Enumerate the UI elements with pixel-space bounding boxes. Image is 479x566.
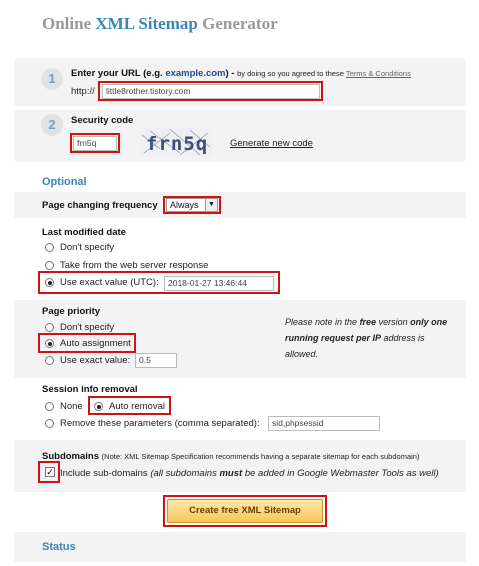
session-params-input[interactable]: sid,phpsessid [268, 416, 380, 431]
session-option-auto: Auto removal [109, 401, 165, 412]
chevron-down-icon: ▼ [205, 199, 217, 211]
include-subdomains-checkbox[interactable]: ✓ [46, 467, 54, 477]
lastmod-radio-dont-specify[interactable] [45, 243, 54, 252]
lastmod-exact-input[interactable]: 2018-01-27 13:46:44 [164, 276, 274, 291]
priority-exact-input[interactable]: 0.5 [135, 353, 177, 368]
captcha-glyphs: frn5q [146, 133, 209, 155]
step-1-badge: 1 [41, 68, 63, 90]
priority-label: Page priority [42, 306, 101, 317]
security-code-label: Security code [71, 115, 134, 126]
optional-heading: Optional [42, 176, 87, 188]
priority-radio-exact[interactable] [45, 356, 54, 365]
priority-radio-auto[interactable] [45, 339, 54, 348]
status-section [14, 532, 466, 562]
step-2-badge: 2 [41, 114, 63, 136]
session-label: Session info removal [42, 384, 138, 395]
lastmod-option-1: Take from the web server response [60, 260, 209, 271]
title-suffix: Generator [197, 14, 278, 33]
captcha-image [140, 127, 212, 157]
priority-option-0: Don't specify [60, 322, 115, 333]
subdomains-section [14, 440, 466, 492]
session-radio-none[interactable] [45, 402, 54, 411]
create-sitemap-button[interactable]: Create free XML Sitemap [167, 499, 323, 523]
frequency-select[interactable] [166, 198, 218, 212]
url-prefix: http:// [71, 86, 95, 97]
lastmod-option-0: Don't specify [60, 242, 115, 253]
session-radio-auto[interactable] [94, 402, 103, 411]
priority-option-2: Use exact value: [60, 355, 131, 366]
session-option-none: None [60, 401, 83, 412]
title-prefix: Online [42, 14, 96, 33]
lastmod-radio-server[interactable] [45, 261, 54, 270]
terms-link[interactable]: Terms & Conditions [345, 69, 411, 78]
frequency-selected-value: Always [170, 200, 199, 210]
session-option-remove: Remove these parameters (comma separated): [60, 418, 260, 429]
lastmod-label: Last modified date [42, 227, 126, 238]
generate-new-code-link[interactable]: Generate new code [230, 138, 313, 149]
url-input[interactable]: little8rother.tistory.com [102, 84, 320, 99]
title-highlight: XML Sitemap [95, 14, 198, 33]
frequency-label: Page changing frequency [42, 200, 158, 211]
lastmod-radio-exact[interactable] [45, 278, 54, 287]
priority-radio-dont-specify[interactable] [45, 323, 54, 332]
subdomains-note: (Note: XML Sitemap Specification recommends having a separate sitemap for each subdomain) [101, 452, 420, 461]
page-title [42, 14, 278, 34]
security-code-input[interactable]: frn5q [73, 136, 117, 151]
url-label: Enter your URL (e.g. example.com) - by doing so you agreed to these Terms & Conditions [71, 68, 411, 79]
priority-option-1: Auto assignment [60, 338, 131, 349]
subdomains-checkbox-label: Include sub-domains (all subdomains must be added in Google Webmaster Tools as well) [60, 468, 439, 479]
status-heading: Status [42, 541, 76, 553]
free-version-note: Please note in the free version only one running request per IP address is allowed. [285, 317, 448, 359]
subdomains-label: Subdomains (Note: XML Sitemap Specification recommends having a separate sitemap for each subdomain) [42, 451, 420, 462]
session-radio-remove[interactable] [45, 419, 54, 428]
lastmod-option-2: Use exact value (UTC): [60, 277, 159, 288]
